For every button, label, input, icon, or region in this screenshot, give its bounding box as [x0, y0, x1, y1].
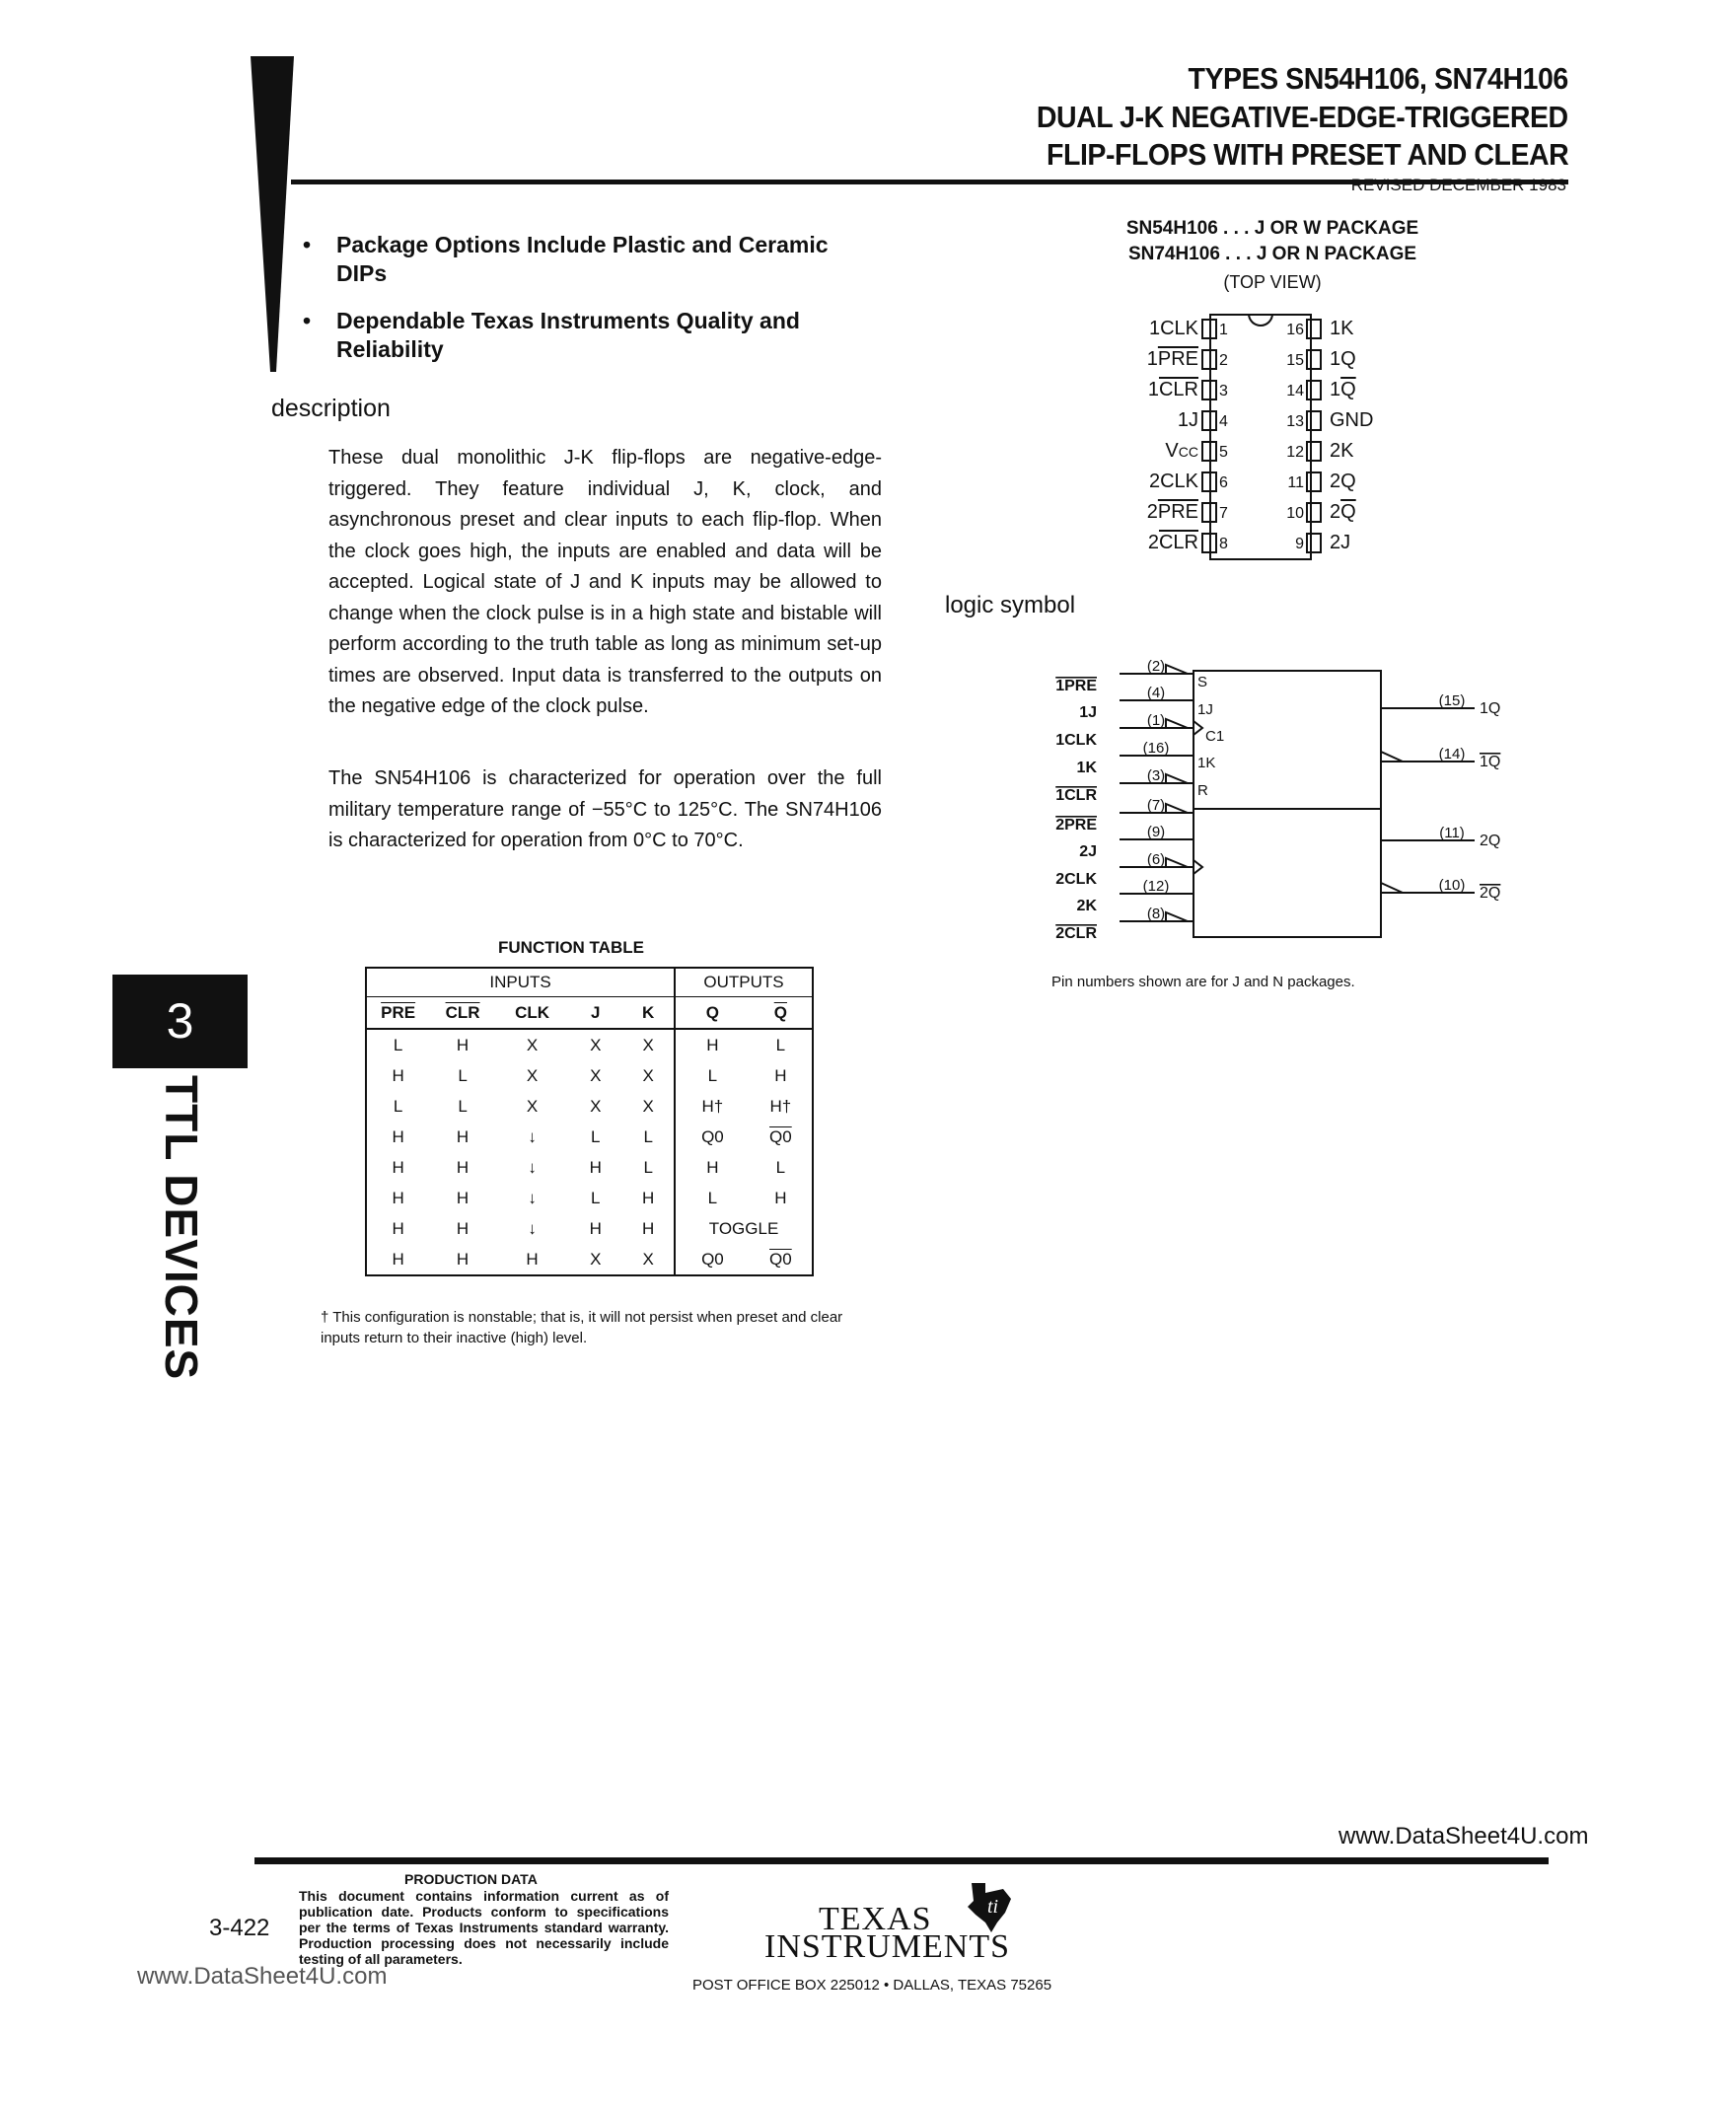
table-cell: L [750, 1152, 813, 1183]
output-label: 2Q [1480, 833, 1501, 849]
column-header: $\overline{PRE}$ [366, 997, 429, 1030]
table-cell: L [622, 1152, 675, 1183]
table-row [366, 1244, 813, 1275]
table-cell: Q0 [750, 1244, 813, 1275]
pin-name: $\overline{CLR}$ [1158, 379, 1198, 400]
table-cell: H [706, 1157, 719, 1177]
table-cell: H [456, 1188, 470, 1207]
pin-box [1306, 533, 1322, 553]
table-cell: H [589, 1157, 602, 1177]
box-label: R [1197, 782, 1208, 799]
column-header: Q [705, 1002, 720, 1022]
table-cell: L [591, 1188, 601, 1207]
column-header: K [622, 997, 675, 1030]
pin-name: K [1340, 440, 1354, 462]
pin-number: 5 [1219, 444, 1228, 461]
table-cell: H [366, 1213, 429, 1244]
pin-name: CLK [1160, 318, 1198, 339]
pin-name: CC [1178, 444, 1198, 460]
output-pin-number: (10) [1438, 877, 1466, 894]
pin-row [1282, 497, 1420, 528]
table-cell: H† [701, 1096, 724, 1116]
table-cell: X [622, 1091, 675, 1122]
input-label: 1CLR [1055, 787, 1097, 804]
table-cell: ↓ [528, 1126, 537, 1146]
pin-prefix: 1 [1330, 318, 1341, 339]
pin-name: J [1340, 532, 1351, 553]
pin-box [1201, 380, 1217, 400]
input-label: 2PRE [1055, 817, 1097, 834]
column-header: $\overline{CLR}$ [445, 1002, 480, 1022]
ti-state-logo-icon [964, 1879, 1015, 1933]
pin-box [1306, 380, 1322, 400]
table-cell: H [750, 1060, 813, 1091]
input-label: 2K [1076, 898, 1097, 914]
pin-row [1282, 344, 1420, 375]
pin-row [1095, 467, 1233, 497]
column-header: $\overline{Q}$ [750, 997, 813, 1030]
active-low-indicator [1166, 774, 1188, 783]
table-cell: X [590, 1035, 602, 1054]
active-low-indicator [1166, 912, 1188, 921]
feature-item [303, 231, 855, 290]
pin-row [1095, 405, 1233, 436]
table-cell: X [622, 1244, 675, 1275]
input-label: 1K [1076, 760, 1097, 776]
table-cell: H [456, 1126, 470, 1146]
pin-row [1095, 436, 1233, 467]
pin-name: Q [1340, 471, 1356, 492]
pin-row [1282, 375, 1420, 405]
pin-number: 4 [1219, 413, 1228, 430]
logo-text-texas: TEXAS [819, 1901, 932, 1937]
table-cell: L [750, 1029, 813, 1060]
pin-row [1282, 436, 1420, 467]
column-header: CLK [515, 1002, 550, 1022]
flipflop-2-box [1194, 809, 1381, 937]
function-table-footnote: † This configuration is nonstable; that is, it will not persist when preset and clear inputs return to their inactive (high) level. [321, 1309, 843, 1346]
pin-prefix: 2 [1330, 471, 1341, 492]
pin-prefix: 2 [1330, 532, 1341, 553]
pin-number: 7 [1219, 505, 1228, 522]
table-row [366, 1091, 813, 1122]
logic-symbol-note: Pin numbers shown are for J and N packages. [1051, 974, 1355, 990]
function-table [365, 967, 814, 1276]
ti-address: POST OFFICE BOX 225012 • DALLAS, TEXAS 75265 [692, 1977, 1052, 1994]
pin-row [1282, 528, 1420, 558]
table-cell: X [526, 1065, 539, 1085]
pin-name: GND [1330, 409, 1374, 431]
input-pin-number: (4) [1146, 685, 1166, 701]
pin-number: 6 [1219, 474, 1228, 491]
bullet-icon: • [303, 308, 312, 333]
pin-name: K [1340, 318, 1354, 339]
feature-item [303, 307, 855, 366]
input-pin-number: (8) [1146, 906, 1166, 922]
pin-number: 14 [1286, 383, 1304, 399]
pin-name: Q [1340, 348, 1356, 370]
svg-text:ti: ti [987, 1896, 999, 1918]
pin-prefix: 2 [1330, 501, 1341, 523]
table-cell: H [750, 1183, 813, 1213]
pin-box [1201, 441, 1217, 462]
pin-row [1095, 375, 1233, 405]
pin-number: 2 [1219, 352, 1228, 369]
pin-number: 3 [1219, 383, 1228, 399]
table-cell: L [366, 1091, 429, 1122]
watermark-top: www.DataSheet4U.com [1338, 1823, 1589, 1850]
pin-prefix: 1 [1146, 348, 1158, 370]
table-row [366, 1152, 813, 1183]
table-cell: X [622, 1029, 675, 1060]
pin-name: $\overline{Q}$ [1340, 501, 1356, 523]
pin-box [1306, 502, 1322, 523]
active-low-indicator [1166, 804, 1188, 813]
logic-symbol-diagram [1036, 651, 1501, 947]
pin-prefix: 2 [1330, 440, 1341, 462]
table-row [366, 1183, 813, 1213]
page-number: 3-422 [209, 1915, 270, 1941]
input-pin-number: (6) [1146, 851, 1166, 868]
input-label: 1CLK [1055, 732, 1097, 749]
pin-prefix: V [1165, 440, 1179, 462]
pin-name: $\overline{PRE}$ [1157, 348, 1198, 370]
table-cell: ↓ [528, 1188, 537, 1207]
input-pin-number: (1) [1146, 712, 1166, 729]
input-label: 1PRE [1055, 678, 1097, 694]
pin-number: 1 [1219, 322, 1228, 338]
table-cell: H [589, 1218, 602, 1238]
revised-date: REVISED DECEMBER 1983 [1350, 176, 1566, 194]
table-cell: L [366, 1029, 429, 1060]
table-cell: H [622, 1213, 675, 1244]
box-label: 1J [1197, 701, 1213, 718]
table-cell: H [456, 1035, 470, 1054]
package-line-2: SN74H106 . . . J OR N PACKAGE [1127, 244, 1417, 264]
pin-number: 10 [1286, 505, 1304, 522]
table-row [366, 1029, 813, 1060]
box-label: C1 [1205, 728, 1225, 745]
output-pin-number: (15) [1438, 692, 1466, 709]
table-cell: Q0 [750, 1122, 813, 1152]
notch-icon [1247, 314, 1274, 329]
table-cell: H [706, 1035, 719, 1054]
output-label: 2Q [1480, 885, 1501, 902]
table-cell: H [526, 1249, 539, 1269]
logo-text-instruments: INSTRUMENTS [764, 1928, 1011, 1965]
pin-row [1095, 497, 1233, 528]
feature-text: Package Options Include Plastic and Ceramic DIPs [336, 232, 829, 286]
section-tab-text [152, 1075, 221, 1381]
pin-prefix: 1 [1330, 348, 1341, 370]
pin-box [1306, 349, 1322, 370]
table-row [366, 1213, 813, 1244]
table-row [366, 1060, 813, 1091]
input-label: 2CLK [1055, 871, 1097, 888]
pin-name: $\overline{Q}$ [1340, 379, 1356, 400]
pin-box [1201, 533, 1217, 553]
table-cell: H [366, 1183, 429, 1213]
box-label: S [1197, 674, 1208, 690]
input-pin-number: (16) [1142, 740, 1170, 757]
table-cell: ↓ [528, 1157, 537, 1177]
function-table-title: FUNCTION TABLE [498, 938, 644, 957]
table-cell: ↓ [528, 1218, 537, 1238]
pin-row [1095, 528, 1233, 558]
table-cell: X [622, 1060, 675, 1091]
pin-prefix: 2 [1148, 471, 1161, 492]
input-label: 2J [1079, 843, 1097, 860]
pin-prefix: 1 [1148, 318, 1161, 339]
header-title-line2: DUAL J-K NEGATIVE-EDGE-TRIGGERED [1037, 100, 1568, 134]
pin-row [1282, 467, 1420, 497]
pin-number: 8 [1219, 536, 1228, 552]
section-tab-number: 3 [112, 975, 248, 1068]
right-pin-list [1282, 314, 1420, 558]
table-cell: H [456, 1157, 470, 1177]
table-cell: X [590, 1249, 602, 1269]
active-low-indicator [1166, 858, 1188, 867]
table-cell: X [590, 1065, 602, 1085]
table-cell: X [526, 1035, 539, 1054]
header-title-line1: TYPES SN54H106, SN74H106 [1188, 61, 1568, 96]
input-label: 1J [1079, 704, 1097, 721]
pin-name: J [1189, 409, 1198, 431]
pin-number: 11 [1287, 474, 1304, 491]
table-cell: H [456, 1249, 470, 1269]
table-cell: TOGGLE [675, 1213, 813, 1244]
pin-box [1306, 410, 1322, 431]
production-data-title: PRODUCTION DATA [404, 1871, 538, 1887]
input-pin-number: (7) [1146, 797, 1166, 814]
clock-input-triangle [1194, 860, 1202, 874]
table-cell: H [622, 1183, 675, 1213]
description-heading: description [271, 395, 391, 422]
black-wedge-mark [251, 56, 294, 372]
table-cell: L [591, 1126, 601, 1146]
table-cell: X [526, 1096, 539, 1116]
output-pin-number: (11) [1439, 825, 1465, 841]
table-cell: X [590, 1096, 602, 1116]
table-cell: L [707, 1188, 718, 1207]
column-header: J [591, 1002, 601, 1022]
inverted-output-indicator [1381, 752, 1403, 762]
pin-number: 13 [1286, 413, 1304, 430]
pin-row [1282, 405, 1420, 436]
logic-symbol-heading: logic symbol [945, 592, 1076, 618]
inverted-output-indicator [1381, 883, 1403, 893]
pin-name: $\overline{CLR}$ [1158, 532, 1198, 553]
pin-prefix: 1 [1177, 409, 1189, 431]
output-label: 1Q [1480, 700, 1501, 717]
input-label: 2CLR [1055, 925, 1097, 942]
left-pin-list [1095, 314, 1233, 558]
pin-box [1201, 472, 1217, 492]
section-tab-label: TTL DEVICES [156, 1075, 207, 1381]
pin-name: $\overline{PRE}$ [1157, 501, 1198, 523]
inputs-group-header: INPUTS [366, 968, 675, 997]
pin-box [1201, 502, 1217, 523]
footer-rule [254, 1857, 1549, 1864]
input-pin-number: (9) [1146, 824, 1166, 840]
table-cell: H [456, 1218, 470, 1238]
pin-box [1201, 319, 1217, 339]
table-cell: L [622, 1122, 675, 1152]
table-cell: H† [750, 1091, 813, 1122]
pin-number: 16 [1286, 322, 1304, 338]
pin-prefix: 1 [1147, 379, 1159, 400]
bullet-icon: • [303, 232, 312, 257]
table-cell: L [458, 1065, 468, 1085]
table-row [366, 1122, 813, 1152]
pin-row [1095, 344, 1233, 375]
pin-number: 12 [1286, 444, 1304, 461]
output-pin-number: (14) [1438, 746, 1466, 762]
pin-box [1306, 319, 1322, 339]
pin-row [1282, 314, 1420, 344]
table-cell: H [366, 1060, 429, 1091]
pin-box [1306, 472, 1322, 492]
pin-box [1201, 410, 1217, 431]
production-data-text: This document contains information current as of publication date. Products conform to specifications per the terms of Texas Instruments standard warranty. Production processing does not necessarily include testing of all parameters. [299, 1888, 669, 1967]
pin-prefix: 2 [1146, 501, 1158, 523]
active-low-indicator [1166, 719, 1188, 728]
pin-name: CLK [1160, 471, 1198, 492]
pin-row [1095, 314, 1233, 344]
table-cell: H [366, 1122, 429, 1152]
feature-text: Dependable Texas Instruments Quality and Reliability [336, 308, 800, 362]
input-pin-number: (2) [1146, 658, 1166, 675]
active-low-indicator [1166, 665, 1188, 674]
table-cell: Q0 [701, 1249, 724, 1269]
pin-prefix: 1 [1330, 379, 1341, 400]
clock-input-triangle [1194, 721, 1202, 735]
header-title-line3: FLIP-FLOPS WITH PRESET AND CLEAR [1046, 137, 1568, 172]
pin-box [1306, 441, 1322, 462]
pin-prefix: 2 [1147, 532, 1159, 553]
input-pin-number: (12) [1142, 878, 1170, 895]
table-cell: H [366, 1152, 429, 1183]
pin-box [1201, 349, 1217, 370]
table-cell: L [458, 1096, 468, 1116]
description-paragraph-2: The SN54H106 is characterized for operation over the full military temperature range of −55°C to 125°C. The SN74H106 is characterized for operation from 0°C to 70°C. [328, 767, 882, 851]
pin-number: 9 [1295, 536, 1304, 552]
outputs-group-header: OUTPUTS [675, 968, 813, 997]
box-label: 1K [1197, 755, 1216, 771]
table-cell: L [707, 1065, 718, 1085]
output-label: 1Q [1480, 754, 1501, 770]
watermark-bottom: www.DataSheet4U.com [137, 1963, 388, 1990]
pin-number: 15 [1286, 352, 1304, 369]
package-line-1: SN54H106 . . . J OR W PACKAGE [1125, 218, 1419, 239]
ti-logo [764, 1879, 1031, 1965]
table-cell: Q0 [701, 1126, 724, 1146]
package-view: (TOP VIEW) [1223, 272, 1322, 292]
input-pin-number: (3) [1146, 767, 1166, 784]
description-paragraph-1: These dual monolithic J-K flip-flops are negative-edge-triggered. They feature individual J, K, clock, and asynchronous preset and clear inputs to each flip-flop. When the clock goes high, the inputs are enabled and data will be accepted. Logical state of J and K inputs may be allowed to change when the clock pulse is in a high state and bistable will perform according to the truth table as long as minimum set-up times are observed. Input data is transferred to the outputs on the negative edge of the clock pulse. [328, 447, 882, 717]
table-cell: H [366, 1244, 429, 1275]
